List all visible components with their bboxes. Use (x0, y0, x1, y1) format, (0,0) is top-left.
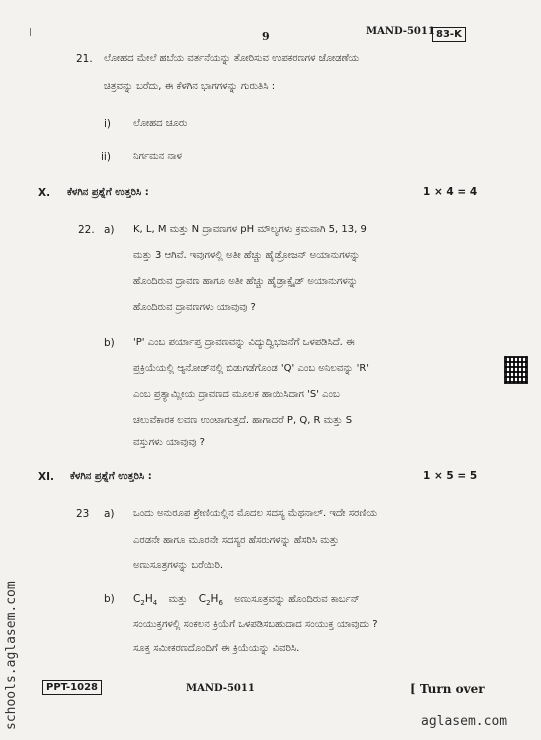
q23-a-line1: ಒಂದು ಅನುರೂಪ ಶ್ರೇಣಿಯಲ್ಲಿನ ಮೊದಲ ಸದಸ್ಯ ಮೆಥನಾಲ್. ಇದೇ ಸರಣಿಯ (133, 508, 378, 519)
margin-mark (30, 28, 31, 36)
watermark-side: schools.aglasem.com (4, 581, 19, 730)
q22-b-line2: ಪ್ರಕ್ರಿಯೆಯಲ್ಲಿ ಆ್ಯನೋಡ್‌ನಲ್ಲಿ ಬಿಡುಗಡೆಗೊಂಡ 'Q' ಎಂಬ ಅನಿಲವನ್ನು 'R' (133, 363, 370, 374)
q22-a-line4: ಹೊಂದಿರುವ ದ್ರಾವಣಗಳು ಯಾವುವು ? (133, 302, 256, 313)
q22-a-line1: K, L, M ಮತ್ತು N ದ್ರಾವಣಗಳ pH ಮೌಲ್ಯಗಳು ಕ್ರಮವಾಗಿ 5, 13, 9 (133, 224, 367, 235)
q23-b-line1-rest: ಅಣುಸೂತ್ರವನ್ನು ಹೊಂದಿರುವ ಕಾರ್ಬನ್ (234, 594, 360, 605)
exam-code: MAND-5011 (366, 26, 435, 37)
ppt-code-box: PPT-1028 (42, 680, 102, 695)
paper-code-box: 83-K (432, 27, 466, 42)
q21-item-ii-text: ನಿರ್ಗಮನ ನಾಳ (133, 151, 182, 162)
section-xi-title: ಕೆಳಗಿನ ಪ್ರಶ್ನೆಗೆ ಉತ್ತರಿಸಿ : (70, 471, 152, 482)
q23-b-label: b) (104, 593, 115, 605)
q22-number: 22. (78, 224, 95, 236)
q22-b-line4: ಚಲುವೆಕಾರಕ ಲವಣ ಉಂಟಾಗುತ್ತದೆ. ಹಾಗಾದರೆ P, Q, R ಮತ್ತು S (133, 415, 353, 426)
q23-b-line3: ಸೂಕ್ತ ಸಮೀಕರಣದೊಂದಿಗೆ ಈ ಕ್ರಿಯೆಯನ್ನು ವಿವರಿಸಿ. (133, 643, 300, 654)
footer-exam-code: MAND-5011 (186, 683, 255, 694)
q22-b-line3: ಎಂಬ ಪ್ರತ್ಯಾಮ್ಲೀಯ ದ್ರಾವಣದ ಮೂಲಕ ಹಾಯಿಸಿದಾಗ 'S' ಎಂಬ (133, 389, 340, 400)
q21-item-i-label: i) (104, 118, 112, 130)
turn-over: [ Turn over (410, 682, 485, 696)
q21-line2: ಚಿತ್ರವನ್ನು ಬರೆದು, ಈ ಕೆಳಗಿನ ಭಾಗಗಳನ್ನು ಗುರುತಿಸಿ : (104, 81, 276, 92)
q21-item-i-text: ಲೋಹದ ಚೂರು (133, 118, 188, 129)
q23-b-line2: ಸಂಯುಕ್ತಗಳಲ್ಲಿ ಸಂಕಲನ ಕ್ರಿಯೆಗೆ ಒಳಪಡಿಸಬಹುದಾದ ಸಂಯುಕ್ತ ಯಾವುದು ? (133, 619, 378, 630)
section-xi-label: XI. (38, 471, 54, 483)
q22-b-label: b) (104, 337, 115, 349)
qr-code (504, 356, 528, 384)
q22-b-line1: 'P' ಎಂಬ ಪರ್ಯಾಪ್ತ ದ್ರಾವಣವನ್ನು ವಿದ್ಯುದ್ವಿಭಜನೆಗೆ ಒಳಪಡಿಸಿದೆ. ಈ (133, 337, 355, 348)
q23-number: 23 (76, 508, 90, 520)
q23-b-line1 (133, 588, 360, 614)
formula-c2h4: $C_2H_4$ (133, 593, 158, 608)
section-x-title: ಕೆಳಗಿನ ಪ್ರಶ್ನೆಗೆ ಉತ್ತರಿಸಿ : (67, 187, 149, 198)
q22-a-line3: ಹೊಂದಿರುವ ದ್ರಾವಣ ಹಾಗೂ ಅತೀ ಹೆಚ್ಚು ಹೈಡ್ರಾಕ್ಸೈಡ್ ಅಯಾನುಗಳನ್ನು (133, 276, 358, 287)
q23-a-label: a) (104, 508, 115, 520)
q21-item-ii-label: ii) (101, 151, 111, 163)
page-number: 9 (262, 30, 270, 43)
q21-line1: ಲೋಹದ ಮೇಲೆ ಹಬೆಯ ವರ್ತನೆಯನ್ನು ತೋರಿಸುವ ಉಪಕರಣಗಳ ಜೋಡಣೆಯ (104, 53, 360, 64)
watermark-bottom: aglasem.com (421, 714, 508, 729)
q22-a-label: a) (104, 224, 115, 236)
q21-number: 21. (76, 53, 93, 65)
section-xi-marks: 1 × 5 = 5 (423, 470, 478, 482)
q23-a-line2: ಎರಡನೇ ಹಾಗೂ ಮೂರನೇ ಸದಸ್ಯರ ಹೆಸರುಗಳನ್ನು ಹೆಸರಿಸಿ ಮತ್ತು (133, 535, 340, 546)
q22-b-line5: ವಸ್ತುಗಳು ಯಾವುವು ? (133, 437, 205, 448)
section-x-marks: 1 × 4 = 4 (423, 186, 478, 198)
section-x-label: X. (38, 187, 51, 199)
formula-c2h6: $C_2H_6$ (198, 593, 223, 608)
q23-a-line3: ಅಣುಸೂತ್ರಗಳನ್ನು ಬರೆಯಿರಿ. (133, 560, 224, 571)
q23-b-and: ಮತ್ತು (168, 594, 188, 605)
q22-a-line2: ಮತ್ತು 3 ಆಗಿವೆ. ಇವುಗಳಲ್ಲಿ ಅತೀ ಹೆಚ್ಚು ಹೈಡ್ರೋಜನ್ ಅಯಾನುಗಳನ್ನು (133, 250, 361, 261)
